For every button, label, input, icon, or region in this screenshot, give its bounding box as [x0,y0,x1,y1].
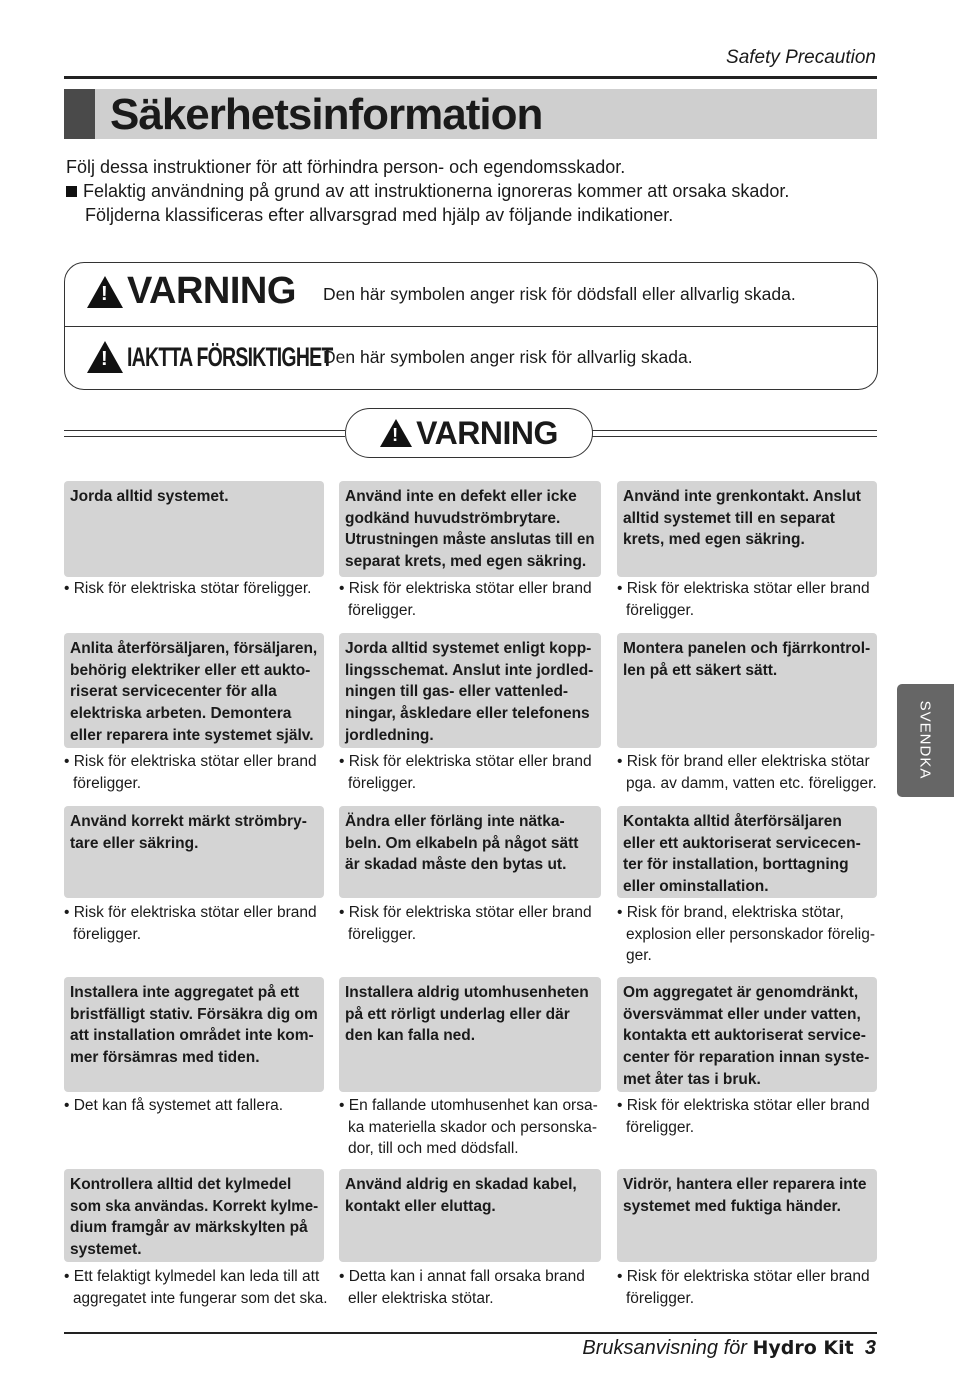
risk-note-text: pga. av damm, vatten etc. föreligger. [626,774,877,792]
risk-note-line [339,751,605,773]
instruction-card-line: beln. Om elkabeln på något sätt [345,834,579,852]
instruction-card-line: Utrustningen måste anslutas till en [345,531,595,549]
intro-line-2 [66,179,789,203]
risk-note [64,751,328,794]
instruction-card-line: tare eller säkring. [70,834,199,852]
warning-label-text: VARNING [127,270,296,312]
risk-note-text: • Risk för elektriska stötar eller brand [64,904,317,921]
page-title: Säkerhetsinformation [110,90,543,139]
instruction-card-line: systemet med fuktiga händer. [623,1197,841,1215]
instruction-card [339,1169,601,1262]
instruction-card-line: met åter tas i bruk. [623,1070,761,1088]
instruction-card-line: behörig elektriker eller ett aukto- [70,661,311,679]
caution-triangle-icon [87,341,123,373]
section-heading [345,408,593,458]
instruction-card-line: är skadad måste den bytas ut. [345,856,567,874]
instruction-card-line: Kontakta alltid återförsäljaren [623,813,842,830]
risk-note-text: • Risk för elektriska stötar eller brand [339,904,592,921]
risk-note [64,1266,328,1309]
instruction-card-line: kontakta ett auktoriserat service- [623,1027,866,1045]
risk-note-text: dor, till och med dödsfall. [348,1140,519,1158]
risk-note-line [617,1266,881,1288]
risk-note-text: • Risk för elektriska stötar eller brand [339,753,592,770]
caution-label-text: IAKTTA FÖRSIKTIGHET [127,341,333,372]
risk-note-text: föreligger. [626,1118,695,1136]
instruction-card-line: Jorda alltid systemet enligt kopp- [345,640,592,657]
instruction-card-line: kontakt eller eluttag. [345,1197,496,1215]
risk-note-line [339,902,605,924]
instruction-card-line: alltid systemet till en separat [623,509,835,527]
instruction-card-line: riserat servicecenter för alla [70,683,277,701]
instruction-card-line: ningen till gas- eller vattenled- [345,683,569,701]
language-tab-label: SVENDKA [916,700,934,780]
instruction-card-line: krets, med egen säkring. [623,531,805,549]
page-number: 3 [864,1337,876,1359]
risk-note-line [64,902,328,924]
risk-note-text: föreligger. [348,601,417,619]
risk-note-line [339,1095,605,1117]
risk-note-line [64,1266,328,1288]
instruction-card-line: systemet. [70,1241,142,1259]
instruction-card-line: ningar, åskledare eller telefonens [345,705,590,723]
title-bar [64,89,877,139]
instruction-card [339,481,601,577]
warning-triangle-icon [380,419,412,447]
risk-note [339,902,605,945]
risk-note-text: • Det kan få systemet att fallera. [64,1097,284,1114]
title-tab [64,89,95,139]
risk-note [339,1266,605,1309]
instruction-card-line: len på ett säkert sätt. [623,661,778,679]
instruction-card [64,1169,324,1262]
instruction-card-line: Jorda alltid systemet. [70,488,229,505]
risk-note-line [617,1117,881,1139]
risk-note-line [617,945,881,967]
instruction-card-line: Ändra eller förläng inte nätka- [345,813,565,830]
risk-note-line [64,1288,328,1310]
warning-triangle-icon [87,276,123,308]
instruction-card-line: lingsschemat. Anslut inte jordled- [345,661,594,679]
intro [66,155,789,227]
risk-note-text: • Risk för elektriska stötar eller brand [339,580,592,597]
instruction-card [617,977,877,1092]
instruction-card-line: den kan falla ned. [345,1027,476,1045]
risk-note-text: • Risk för brand eller elektriska stötar [617,753,870,770]
risk-note-text: explosion eller personskador förelig- [626,925,875,943]
instruction-card-line: Vidrör, hantera eller reparera inte [623,1176,867,1193]
risk-note [617,1266,881,1309]
instruction-card-line: Använd aldrig en skadad kabel, [345,1176,577,1193]
risk-note-line [617,1288,881,1310]
footer [582,1337,876,1360]
risk-note-line [64,578,328,600]
risk-note [64,578,328,600]
instruction-card [617,481,877,577]
instruction-card-line: elektriska arbeten. Demontera [70,705,292,723]
section-divider-left [64,430,345,437]
risk-note-text: föreligger. [626,1289,695,1307]
risk-note [339,578,605,621]
instruction-card-line: eller ett auktoriserat servicecen- [623,834,861,852]
instruction-card [617,633,877,748]
instruction-card-line: som ska användas. Korrekt kylme- [70,1197,319,1215]
instruction-card-line: översvämmat eller under vatten, [623,1005,861,1023]
risk-note-text: aggregatet inte fungerar som det ska. [73,1289,328,1307]
risk-note-text: • Ett felaktigt kylmedel kan leda till att [64,1268,320,1285]
risk-note-text: ka materiella skador och personska- [348,1118,597,1136]
risk-note-text: • Risk för elektriska stötar eller brand [64,753,317,770]
risk-note-line [339,578,605,600]
footer-prefix: Bruksanvisning för [582,1337,747,1359]
risk-note-line [64,751,328,773]
risk-note-text: • Risk för elektriska stötar eller brand [617,1097,870,1114]
instruction-card-line: separat krets, med egen säkring. [345,553,587,571]
instruction-card-line: Om aggregatet är genomdränkt, [623,984,859,1001]
instruction-card-line: Anlita återförsäljaren, försäljaren, [70,640,318,657]
instruction-card-line: jordledning. [345,726,434,744]
risk-note [339,751,605,794]
risk-note-line [339,600,605,622]
risk-note [64,1095,328,1117]
risk-note-line [339,1117,605,1139]
risk-note-line [617,578,881,600]
instruction-card-line: center för reparation innan syste- [623,1049,870,1067]
intro-line-3: Följderna klassificeras efter allvarsgrad med hjälp av följande indikationer. [85,205,674,225]
legend-warning-row [65,263,877,327]
risk-note-line [64,1095,328,1117]
risk-note-text: • En fallande utomhusenhet kan orsa- [339,1097,598,1114]
risk-note-text: föreligger. [73,774,142,792]
instruction-card-line: Kontrollera alltid det kylmedel [70,1176,292,1193]
risk-note-line [339,1138,605,1160]
instruction-card-line: dium framgår av märkskylten på [70,1219,308,1237]
header-section-label: Safety Precaution [726,47,876,68]
risk-note-line [339,1288,605,1310]
instruction-card-line: Använd inte grenkontakt. Anslut [623,488,861,505]
risk-note-text: • Risk för elektriska stötar föreligger. [64,580,312,597]
section-heading-text: VARNING [416,414,558,451]
instruction-card-line: att installation området inte kom- [70,1027,314,1045]
instruction-card [64,481,324,577]
caution-description: Den här symbolen anger risk för allvarlig skada. [323,347,693,367]
risk-note [617,578,881,621]
warning-label [87,270,296,313]
instruction-card [64,806,324,898]
instruction-card [64,977,324,1092]
legend-caution-row [65,326,877,389]
risk-note-text: föreligger. [626,601,695,619]
section-divider-right [591,430,877,437]
bullet-square-icon [66,186,77,197]
instruction-card-line: Använd korrekt märkt strömbry- [70,813,307,830]
risk-note-text: • Risk för brand, elektriska stötar, [617,904,844,921]
risk-note [617,1095,881,1138]
instruction-card-line: Montera panelen och fjärrkontrol- [623,640,871,657]
instruction-card-line: eller reparera inte systemet själv. [70,726,314,744]
risk-note-line [64,924,328,946]
top-rule [64,76,877,79]
instruction-card-line: på ett rörligt underlag eller där [345,1005,570,1023]
bottom-rule [64,1332,877,1334]
instruction-card-line: Använd inte en defekt eller icke [345,488,577,505]
instruction-card [64,633,324,748]
instruction-card-line: eller ominstallation. [623,878,769,896]
instruction-card-line: bristfälligt stativ. Försäkra dig om [70,1005,318,1023]
risk-note-line [617,902,881,924]
risk-note [617,902,881,967]
instruction-card-line: godkänd huvudströmbrytare. [345,509,561,527]
instruction-card [339,806,601,898]
risk-note-text: ger. [626,947,652,965]
risk-note-line [617,773,881,795]
risk-note-text: • Risk för elektriska stötar eller brand [617,580,870,597]
intro-line-2-text: Felaktig användning på grund av att instruktionerna ignoreras kommer att orsaka skador. [83,181,790,201]
language-tab [897,684,954,797]
instruction-card [617,1169,877,1262]
legend-box [64,262,878,390]
risk-note-text: eller elektriska stötar. [348,1289,494,1307]
instruction-card-line: ter för installation, borttagning [623,856,849,874]
instruction-card [339,633,601,748]
instruction-card-line: Installera aldrig utomhusenheten [345,984,589,1001]
risk-note-text: föreligger. [73,925,142,943]
risk-note-line [617,600,881,622]
instruction-card-line: mer försämras med tiden. [70,1049,260,1067]
footer-product: Hydro Kit [752,1337,854,1359]
risk-note [617,751,881,794]
intro-line-1: Följ dessa instruktioner för att förhindra person- och egendomsskador. [66,157,626,177]
risk-note-line [339,1266,605,1288]
risk-note-text: • Risk för elektriska stötar eller brand [617,1268,870,1285]
instruction-card-line: Installera inte aggregatet på ett [70,984,300,1001]
risk-note-line [339,773,605,795]
risk-note-line [617,751,881,773]
risk-note-line [64,773,328,795]
risk-note-text: • Detta kan i annat fall orsaka brand [339,1268,585,1285]
risk-note [339,1095,605,1160]
instruction-card [339,977,601,1092]
risk-note-text: föreligger. [348,774,417,792]
risk-note-line [339,924,605,946]
risk-note-line [617,924,881,946]
risk-note-text: föreligger. [348,925,417,943]
risk-note-line [617,1095,881,1117]
instruction-card [617,806,877,898]
warning-description: Den här symbolen anger risk för dödsfall eller allvarlig skada. [323,284,796,304]
risk-note [64,902,328,945]
